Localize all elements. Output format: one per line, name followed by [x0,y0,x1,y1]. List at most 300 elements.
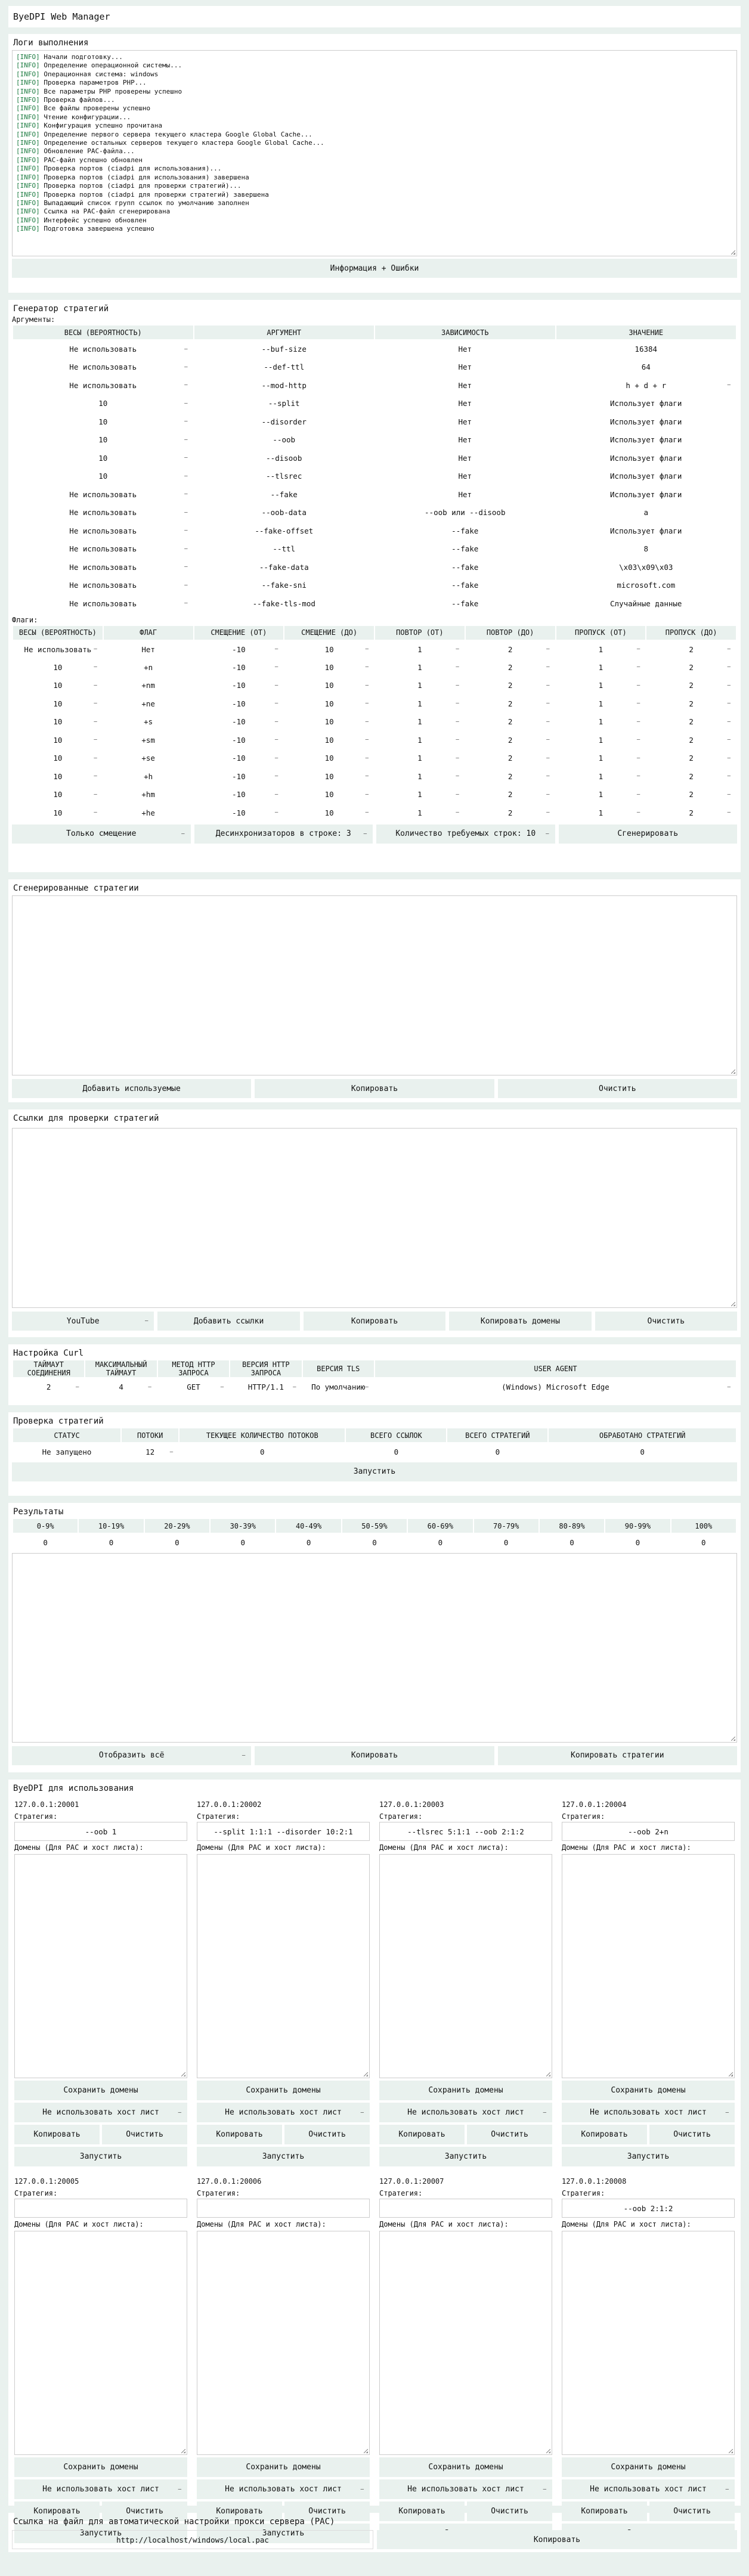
hostlist-select[interactable]: Не использовать хост лист – [197,2103,370,2122]
arg-cell[interactable]: Использует флаги [610,489,682,499]
log-tag: [INFO] [16,53,40,61]
arg-cell[interactable]: h + d + r – [556,376,737,395]
arg-cell[interactable]: Использует флаги [610,472,682,481]
copy-proxy-button[interactable]: Копировать [562,2501,647,2521]
arg-cell: --fake-tls-mod [252,599,315,608]
hostlist-select[interactable]: Не использовать хост лист – [197,2479,370,2499]
clear-proxy-button[interactable]: Очистить [284,2125,370,2144]
flags-table [12,625,737,822]
arg-cell[interactable]: Не использовать – [13,522,194,540]
domains-textarea[interactable] [562,2231,735,2455]
flag-cell[interactable]: 1 – [374,767,465,786]
domains-label: Домены (Для PAC и хост листа): [562,1843,691,1852]
flag-cell[interactable]: 1 – [374,749,465,768]
desync-per-line-select[interactable]: Десинхронизаторов в строке: 3 – [194,824,373,844]
log-line [16,225,733,233]
flag-cell[interactable]: 1 – [556,767,646,786]
flag-cell[interactable]: 10 – [284,640,374,659]
flag-cell[interactable]: 2 – [646,677,736,695]
check-value: 0 [260,1447,265,1457]
arg-cell[interactable]: Не использовать – [13,576,194,595]
hostlist-select[interactable]: Не использовать хост лист – [379,2479,552,2499]
flag-cell[interactable]: 1 – [374,804,465,822]
log-line [16,70,733,79]
results-value: 0 [240,1538,246,1548]
strategy-label: Стратегия: [562,1812,605,1821]
run-proxy-button[interactable]: Запустить [197,2524,370,2543]
pac-url[interactable]: http://localhost/windows/local.pac [12,2530,373,2549]
flag-cell[interactable]: Не использовать – [13,640,103,659]
run-proxy-button[interactable]: Запустить [197,2147,370,2166]
flag-cell[interactable]: 10 – [13,713,103,731]
strategy-input[interactable] [197,2199,370,2218]
clear-generated-button[interactable]: Очистить [498,1079,737,1098]
save-domains-button[interactable]: Сохранить домены [197,2081,370,2100]
flag-cell[interactable]: -10 – [194,640,284,659]
flag-cell[interactable]: 1 – [556,713,646,731]
arg-cell[interactable]: Использует флаги [610,435,682,445]
flag-cell[interactable]: -10 – [194,786,284,804]
arg-cell[interactable]: Не использовать – [13,540,194,559]
proxy-actions [562,2501,735,2521]
flags-header: СМЕЩЕНИЕ (ДО) [284,625,374,640]
log-line [16,139,733,147]
curl-value[interactable]: По умолчанию – [302,1378,374,1396]
domains-textarea[interactable] [562,1854,735,2078]
flag-cell[interactable]: 2 – [646,640,736,659]
flag-row [13,786,736,804]
flag-cell[interactable]: 1 – [556,731,646,749]
arg-cell[interactable]: 10 – [13,449,194,467]
arg-cell: --fake-sni [261,581,307,590]
log-tag: [INFO] [16,96,40,104]
flags-header: СМЕЩЕНИЕ (ОТ) [194,625,284,640]
app-header [8,6,741,27]
results-value: 0 [372,1538,377,1548]
results-header: 0-9% [13,1518,78,1533]
proxy-address: 127.0.0.1:20002 [197,1800,262,1809]
arg-cell: --fake [451,562,479,572]
arg-row [13,504,736,522]
arg-cell[interactable]: 10 – [13,467,194,486]
arg-row [13,467,736,486]
start-check-button[interactable]: Запустить [12,1462,737,1481]
add-links-button[interactable]: Добавить ссылки [157,1312,299,1331]
results-header: 20-29% [144,1518,210,1533]
arg-cell[interactable]: Случайные данные [610,599,682,608]
arg-cell[interactable]: Использует флаги [610,526,682,535]
flag-cell[interactable]: 2 – [465,695,556,713]
domains-textarea[interactable] [14,2231,187,2455]
arg-cell: Нет [458,435,472,445]
arg-cell[interactable]: Не использовать – [13,485,194,504]
hostlist-select[interactable]: Не использовать хост лист – [562,2479,735,2499]
flag-cell[interactable]: 10 – [13,731,103,749]
arg-cell[interactable]: Не использовать – [13,376,194,395]
flag-cell[interactable]: 10 – [284,731,374,749]
curl-value[interactable]: 2 – [13,1378,85,1396]
flag-cell[interactable]: 1 – [374,695,465,713]
log-tag: [INFO] [16,139,40,147]
run-proxy-button[interactable]: Запустить [562,2147,735,2166]
add-used-button[interactable]: Добавить используемые [12,1079,251,1098]
save-domains-button[interactable]: Сохранить домены [14,2457,187,2477]
arg-cell[interactable]: Не использовать – [13,358,194,377]
flag-cell[interactable]: -10 – [194,749,284,768]
arg-cell: Нет [458,489,472,499]
domains-textarea[interactable] [197,1854,370,2078]
domains-label: Домены (Для PAC и хост листа): [379,2220,509,2228]
flag-cell[interactable]: 2 – [646,749,736,768]
logs-section [8,34,741,293]
flag-cell[interactable]: -10 – [194,695,284,713]
arg-cell[interactable]: Не использовать – [13,504,194,522]
log-tag: [INFO] [16,156,40,164]
arg-cell: --mod-http [261,380,307,390]
flag-cell[interactable]: 2 – [646,767,736,786]
arg-cell[interactable]: Использует флаги [610,399,682,408]
links-section [8,1109,741,1337]
flag-cell[interactable]: 1 – [374,640,465,659]
flags-label: Флаги: [12,615,38,624]
results-textarea[interactable] [12,1553,737,1743]
flag-cell[interactable]: 10 – [13,658,103,677]
arg-cell[interactable]: a [643,508,649,517]
flag-cell[interactable]: 2 – [646,804,736,822]
flag-cell[interactable]: 2 – [465,749,556,768]
logs-output[interactable] [12,50,737,256]
log-message: Определение операционной системы... [44,61,182,70]
flag-cell[interactable]: 1 – [374,658,465,677]
clear-proxy-button[interactable]: Очистить [284,2501,370,2521]
save-domains-button[interactable]: Сохранить домены [562,2457,735,2477]
args-header: ЗНАЧЕНИЕ [556,325,737,340]
arguments-table [12,324,737,613]
flag-cell[interactable]: 1 – [556,749,646,768]
domains-textarea[interactable] [379,2231,552,2455]
arg-cell: --fake [451,599,479,608]
flag-cell[interactable]: 10 – [284,713,374,731]
clear-links-button[interactable]: Очистить [595,1312,737,1331]
logs-title: Логи выполнения [13,38,89,48]
flag-cell[interactable]: 10 – [13,767,103,786]
domains-label: Домены (Для PAC и хост листа): [197,2220,326,2228]
args-header: ЗАВИСИМОСТЬ [374,325,556,340]
flag-cell[interactable]: 2 – [465,786,556,804]
flags-header: ВЕСЫ (ВЕРОЯТНОСТЬ) [13,625,103,640]
flag-cell[interactable]: -10 – [194,713,284,731]
flag-row [13,695,736,713]
arg-cell[interactable]: 10 – [13,431,194,450]
curl-table [12,1359,737,1396]
log-tag: [INFO] [16,173,40,181]
arg-cell: --oob-data [261,508,307,517]
flag-cell[interactable]: 2 – [646,695,736,713]
results-header: 10-19% [78,1518,144,1533]
app-title: ByeDPI Web Manager [13,11,110,22]
results-header: 50-59% [342,1518,407,1533]
links-textarea[interactable] [12,1128,737,1308]
arg-cell[interactable]: microsoft.com [617,581,676,590]
flag-row [13,731,736,749]
arg-cell[interactable]: 16384 [635,345,658,354]
log-message: Чтение конфигурации... [44,113,131,121]
log-line [16,113,733,122]
flag-cell[interactable]: 1 – [556,658,646,677]
proxy-card [379,1798,552,2166]
arg-cell[interactable]: \x03\x09\x03 [619,562,673,572]
curl-value[interactable]: HTTP/1.1 – [230,1378,302,1396]
save-domains-button[interactable]: Сохранить домены [379,2457,552,2477]
arg-cell: --split [268,399,300,408]
flag-cell: +s [144,717,153,727]
copy-strategies-button[interactable]: Копировать стратегии [498,1746,737,1765]
flag-cell[interactable]: 2 – [646,731,736,749]
strategy-input[interactable]: --oob 1 [14,1822,187,1841]
flag-cell[interactable]: 2 – [465,677,556,695]
log-tag: [INFO] [16,61,40,70]
copy-proxy-button[interactable]: Копировать [14,2125,100,2144]
run-proxy-button[interactable]: Запустить [14,2524,187,2543]
show-all-select[interactable]: Отобразить всё – [12,1746,251,1765]
arg-cell[interactable]: Не использовать – [13,558,194,576]
clear-proxy-button[interactable]: Очистить [649,2501,735,2521]
only-offset-select[interactable]: Только смещение – [12,824,191,844]
arguments-label: Аргументы: [12,315,55,324]
info-errors-button[interactable]: Информация + Ошибки [12,259,737,278]
results-table [12,1518,737,1552]
curl-value[interactable]: GET – [157,1378,230,1396]
results-title: Результаты [13,1507,64,1517]
flag-cell[interactable]: 1 – [556,786,646,804]
log-message: Проверка параметров PHP... [44,79,147,87]
flag-cell[interactable]: 2 – [465,804,556,822]
hostlist-select[interactable]: Не использовать хост лист – [14,2479,187,2499]
flag-cell[interactable]: -10 – [194,767,284,786]
arg-cell: --fake [270,489,298,499]
arg-cell: Нет [458,417,472,426]
flag-cell[interactable]: 10 – [13,749,103,768]
arg-row [13,413,736,431]
link-group-select[interactable]: YouTube – [12,1312,154,1331]
strategy-input[interactable]: --oob 2+n [562,1822,735,1841]
results-value: 0 [43,1538,48,1548]
clear-proxy-button[interactable]: Очистить [102,2501,187,2521]
generated-section [8,879,741,1102]
flag-cell[interactable]: 1 – [374,731,465,749]
flag-cell[interactable]: 2 – [465,713,556,731]
copy-proxy-button[interactable]: Копировать [562,2125,647,2144]
domains-textarea[interactable] [197,2231,370,2455]
flag-cell[interactable]: 10 – [13,786,103,804]
domains-textarea[interactable] [14,1854,187,2078]
log-message: Ссылка на PAC-файл сгенерирована [44,207,171,216]
arg-cell[interactable]: Не использовать – [13,340,194,358]
flag-cell[interactable]: -10 – [194,804,284,822]
log-message: Проверка портов (ciadpi для проверки стратегий)... [44,182,242,190]
flag-cell[interactable]: 1 – [374,786,465,804]
flag-cell[interactable]: 1 – [556,804,646,822]
clear-proxy-button[interactable]: Очистить [102,2125,187,2144]
arg-cell: --fake [451,544,479,554]
flag-row [13,713,736,731]
arg-row [13,431,736,450]
strategy-input[interactable]: --split 1:1:1 --disorder 10:2:1 [197,1822,370,1841]
log-line [16,216,733,225]
proxy-address: 127.0.0.1:20007 [379,2177,444,2186]
log-message: Выпадающий список групп ссылок по умолчанию заполнен [44,199,249,207]
flag-cell[interactable]: 2 – [465,731,556,749]
clear-proxy-button[interactable]: Очистить [467,2125,552,2144]
log-message: Определение первого сервера текущего кластера Google Global Cache... [44,130,312,138]
results-value: 0 [635,1538,640,1548]
strategy-input[interactable] [379,2199,552,2218]
run-proxy-button[interactable]: Запустить [379,2147,552,2166]
copy-results-button[interactable]: Копировать [255,1746,494,1765]
strategy-input[interactable]: --tlsrec 5:1:1 --oob 2:1:2 [379,1822,552,1841]
curl-value[interactable]: 4 – [85,1378,157,1396]
log-tag: [INFO] [16,190,40,199]
required-lines-select[interactable]: Количество требуемых строк: 10 – [376,824,555,844]
arg-cell: --oob [273,435,296,445]
flag-cell[interactable]: 2 – [646,658,736,677]
flag-cell[interactable]: 1 – [556,695,646,713]
log-line [16,88,733,96]
strategy-label: Стратегия: [379,2189,423,2197]
copy-proxy-button[interactable]: Копировать [14,2501,100,2521]
flag-cell[interactable]: -10 – [194,658,284,677]
flag-cell[interactable]: 10 – [13,804,103,822]
flag-cell[interactable]: 1 – [556,677,646,695]
save-domains-button[interactable]: Сохранить домены [562,2081,735,2100]
strategy-input[interactable]: --oob 2:1:2 [562,2199,735,2218]
check-value: 0 [640,1447,645,1457]
flag-cell[interactable]: 10 – [284,749,374,768]
flag-cell[interactable]: 1 – [374,713,465,731]
arg-cell: --oob или --disoob [425,508,506,517]
flag-cell[interactable]: 10 – [284,695,374,713]
flag-cell[interactable]: 1 – [556,640,646,659]
curl-value[interactable]: (Windows) Microsoft Edge – [374,1378,736,1396]
arg-cell: --buf-size [261,345,307,354]
arg-cell[interactable]: 64 [641,362,651,372]
results-value: 0 [175,1538,179,1548]
proxy-card [379,2175,552,2543]
log-tag: [INFO] [16,130,40,138]
flag-row [13,640,736,659]
run-proxy-button[interactable]: Запустить [14,2147,187,2166]
save-domains-button[interactable]: Сохранить домены [14,2081,187,2100]
generate-button[interactable]: Сгенерировать [559,824,738,844]
flag-cell[interactable]: 1 – [374,677,465,695]
arg-cell: --def-ttl [264,362,305,372]
arg-cell[interactable]: 10 – [13,413,194,431]
flag-cell[interactable]: 2 – [465,658,556,677]
check-value[interactable]: 12 – [121,1443,179,1461]
copy-links-button[interactable]: Копировать [304,1312,445,1331]
log-message: Обновление PAC-файла... [44,147,135,156]
log-line [16,191,733,199]
arg-cell[interactable]: 10 – [13,395,194,413]
flag-cell[interactable]: 10 – [284,786,374,804]
strategy-label: Стратегия: [197,1812,240,1821]
check-header: ОБРАБОТАНО СТРАТЕГИЙ [548,1428,736,1443]
copy-domains-button[interactable]: Копировать домены [449,1312,591,1331]
hostlist-select[interactable]: Не использовать хост лист – [379,2103,552,2122]
arg-row [13,376,736,395]
log-line [16,61,733,70]
domains-textarea[interactable] [379,1854,552,2078]
results-value: 0 [701,1538,706,1548]
flag-cell[interactable]: 10 – [284,804,374,822]
hostlist-select[interactable]: Не использовать хост лист – [14,2103,187,2122]
flag-cell[interactable]: 2 – [465,640,556,659]
copy-generated-button[interactable]: Копировать [255,1079,494,1098]
flag-cell[interactable]: 10 – [284,767,374,786]
arg-cell: --fake-data [259,562,309,572]
log-line [16,207,733,216]
flag-cell[interactable]: 10 – [284,658,374,677]
proxy-actions [379,2125,552,2144]
log-message: Проверка файлов... [44,96,115,104]
copy-proxy-button[interactable]: Копировать [379,2125,465,2144]
save-domains-button[interactable]: Сохранить домены [197,2457,370,2477]
proxy-actions [197,2125,370,2144]
flags-header: ПОВТОР (ДО) [465,625,556,640]
arg-row [13,594,736,613]
flag-cell[interactable]: 2 – [465,767,556,786]
curl-header: ВЕРСИЯ TLS [302,1360,374,1378]
arg-cell[interactable]: Использует флаги [610,453,682,463]
copy-pac-button[interactable]: Копировать [377,2530,737,2549]
domains-label: Домены (Для PAC и хост листа): [14,2220,144,2228]
flag-cell[interactable]: 10 – [13,695,103,713]
flag-row [13,804,736,822]
copy-proxy-button[interactable]: Копировать [197,2125,282,2144]
results-header: 90-99% [605,1518,670,1533]
domains-label: Домены (Для PAC и хост листа): [14,1843,144,1852]
strategy-input[interactable] [14,2199,187,2218]
flags-header: ФЛАГ [103,625,194,640]
log-tag: [INFO] [16,225,40,233]
save-domains-button[interactable]: Сохранить домены [379,2081,552,2100]
results-value: 0 [306,1538,311,1548]
generated-title: Сгенерированные стратегии [13,884,139,893]
flag-cell[interactable]: 10 – [13,677,103,695]
flag-cell[interactable]: -10 – [194,731,284,749]
check-header: ВСЕГО ССЫЛОК [345,1428,447,1443]
flag-cell[interactable]: 10 – [284,677,374,695]
flag-cell[interactable]: -10 – [194,677,284,695]
copy-proxy-button[interactable]: Копировать [197,2501,282,2521]
curl-header: МЕТОД HTTP ЗАПРОСА [157,1360,230,1378]
strategy-label: Стратегия: [14,1812,58,1821]
generated-strategies-textarea[interactable] [12,895,737,1075]
arg-cell[interactable]: Использует флаги [610,417,682,426]
arg-cell[interactable]: 8 [643,544,649,554]
flag-cell: +sm [141,735,155,745]
hostlist-select[interactable]: Не использовать хост лист – [562,2103,735,2122]
copy-proxy-button[interactable]: Копировать [379,2501,465,2521]
arg-cell[interactable]: Не использовать – [13,594,194,613]
clear-proxy-button[interactable]: Очистить [467,2501,552,2521]
flag-cell[interactable]: 2 – [646,786,736,804]
arg-row [13,576,736,595]
flag-cell: +hm [141,790,155,799]
flag-cell[interactable]: 2 – [646,713,736,731]
clear-proxy-button[interactable]: Очистить [649,2125,735,2144]
log-line [16,182,733,190]
